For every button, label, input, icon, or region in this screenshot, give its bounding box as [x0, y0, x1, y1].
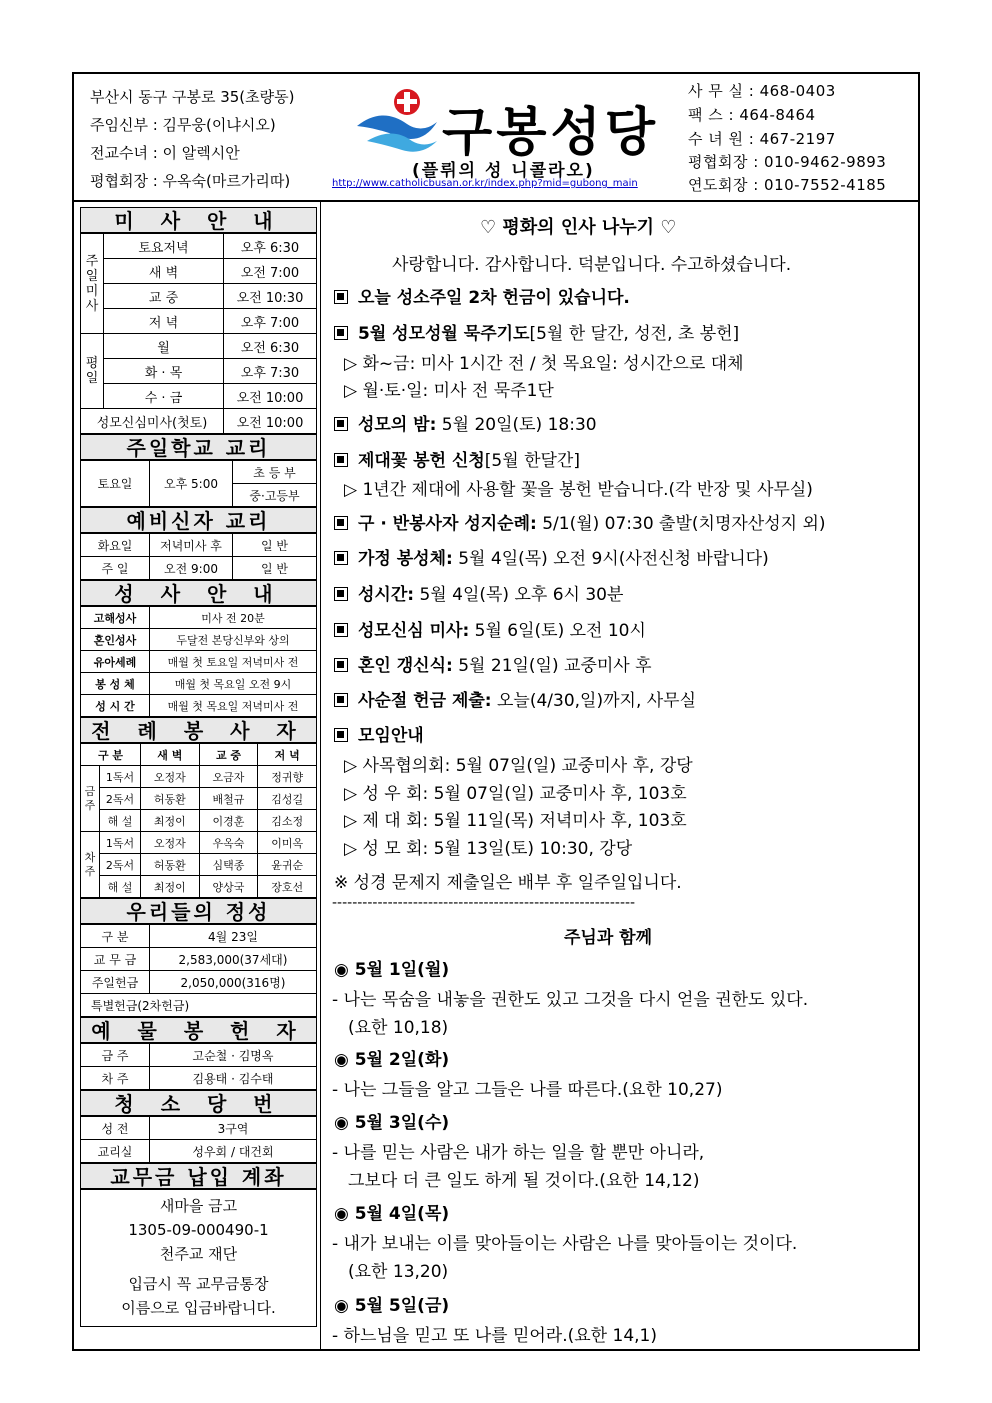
mass-time: 오전 6:30: [224, 334, 317, 359]
sacrament-desc: 매월 첫 목요일 저녁미사 전: [150, 695, 317, 717]
with-lord-title: 주님과 함께: [564, 928, 653, 948]
server-name: 허동환: [141, 854, 200, 876]
server-name: 배철규: [199, 788, 258, 810]
meeting-item: ▷ 성 모 회: 5월 13일(토) 10:30, 강당: [344, 839, 633, 859]
notice-item: 가정 봉성체: 5월 4일(목) 오전 9시(사전신청 바랍니다): [334, 544, 769, 569]
cat-day: 화요일: [81, 534, 150, 557]
mass-name: 수 · 금: [104, 384, 224, 409]
notice-item: 모임안내: [334, 721, 424, 746]
donor-week: 차 주: [81, 1067, 150, 1090]
sacrament-table: [80, 606, 317, 717]
catechumen-title: 예비신자 교리: [80, 507, 317, 533]
server-role: 해 설: [100, 876, 141, 898]
cleaning-title: 청 소 당 번: [80, 1090, 317, 1116]
patron-saint: (플뤼의 성 니콜라오): [412, 161, 595, 181]
cleaning-place: 성 전: [81, 1117, 150, 1140]
contact-office: 사 무 실 : 468-0403: [688, 82, 836, 100]
day-date: ◉ 5월 3일(수): [334, 1113, 450, 1133]
header: [72, 72, 920, 202]
sidebar: [80, 207, 317, 1327]
mass-title: 미 사 안 내: [80, 207, 317, 233]
mass-name: 새 벽: [104, 259, 224, 284]
donor-names: 고순철 · 김명옥: [150, 1044, 317, 1067]
school-time: 오후 5:00: [150, 461, 233, 507]
notice-sub: ▷ 월·토·일: 미사 전 묵주1단: [344, 381, 554, 401]
cleaning-table: [80, 1116, 317, 1163]
server-name: 오정자: [141, 832, 200, 854]
contact-fax: 팩 스 : 464-8464: [688, 106, 816, 124]
mass-name: 화 · 목: [104, 359, 224, 384]
notice-item: 오늘 성소주일 2차 헌금이 있습니다.: [334, 283, 630, 308]
meeting-item: ▷ 성 우 회: 5월 07일(일) 교중미사 후, 103호: [344, 784, 687, 804]
server-name: 김소정: [258, 810, 317, 832]
offering-name: 주일헌금: [81, 971, 150, 994]
catechumen-table: [80, 533, 317, 580]
day-verse: 그보다 더 큰 일도 하게 될 것이다.(요한 14,12): [348, 1171, 700, 1191]
square-bullet-icon: [334, 623, 348, 637]
mass-time: 오후 7:00: [224, 309, 317, 334]
meeting-item: ▷ 제 대 회: 5월 11일(목) 저녁미사 후, 103호: [344, 811, 687, 831]
heart-mass-name: 성모신심미사(첫토): [81, 409, 224, 434]
sacrament-name: 유아세례: [81, 651, 150, 673]
notice-sub: ▷ 화~금: 미사 1시간 전 / 첫 목요일: 성시간으로 대체: [344, 354, 744, 374]
church-logo-icon: [352, 86, 442, 156]
sacrament-title: 성 사 안 내: [80, 580, 317, 606]
servers-head: 구 분: [81, 744, 141, 766]
offering-title: 우리들의 정성: [80, 898, 317, 924]
sacrament-desc: 매월 첫 목요일 오전 9시: [150, 673, 317, 695]
contact-council: 평협회장 : 010-9462-9893: [688, 153, 887, 171]
donor-week: 금 주: [81, 1044, 150, 1067]
cat-time: 저녁미사 후: [150, 534, 233, 557]
bank-note: 이름으로 입금바랍니다.: [121, 1299, 276, 1317]
pastor: 주임신부 : 김무웅(이냐시오): [90, 116, 276, 134]
notice-item: 제대꽃 봉헌 신청[5월 한달간]: [334, 446, 580, 471]
school-group: 중·고등부: [233, 484, 317, 507]
meeting-item: ▷ 사목협의회: 5월 07일(일) 교중미사 후, 강당: [344, 756, 693, 776]
council-head: 평협회장 : 우옥숙(마르가리따): [90, 172, 291, 190]
square-bullet-icon: [334, 658, 348, 672]
day-verse: - 하느님을 믿고 또 나를 믿어라.(요한 14,1): [332, 1326, 657, 1346]
mass-time: 오전 10:00: [224, 384, 317, 409]
offering-name: 특별헌금(2차헌금): [81, 994, 317, 1017]
offering-value: 4월 23일: [150, 925, 317, 948]
offering-name: 구 분: [81, 925, 150, 948]
sunday-label: 주일미사: [81, 234, 104, 334]
square-bullet-icon: [334, 728, 348, 742]
square-bullet-icon: [334, 551, 348, 565]
server-name: 이미옥: [258, 832, 317, 854]
server-role: 1독서: [100, 832, 141, 854]
offering-name: 교 무 금: [81, 948, 150, 971]
bank-note: 입금시 꼭 교무금통장: [128, 1275, 269, 1293]
servers-week-label: 금주: [81, 766, 100, 832]
mass-name: 토요저녁: [104, 234, 224, 259]
website-link[interactable]: http://www.catholicbusan.or.kr/index.php?mid=gubong_main: [332, 178, 638, 189]
cleaning-who: 3구역: [150, 1117, 317, 1140]
cleaning-who: 성우회 / 대건회: [150, 1140, 317, 1163]
mass-name: 월: [104, 334, 224, 359]
church-name: 구봉성당: [442, 103, 659, 163]
mass-time: 오후 7:30: [224, 359, 317, 384]
server-role: 1독서: [100, 766, 141, 788]
sunday-school-table: [80, 460, 317, 507]
square-bullet-icon: [334, 516, 348, 530]
server-name: 오금자: [199, 766, 258, 788]
server-name: 최정이: [141, 810, 200, 832]
sacrament-desc: 매월 첫 토요일 저녁미사 전: [150, 651, 317, 673]
notice-item: 성모신심 미사: 5월 6일(토) 오전 10시: [334, 616, 646, 641]
notice-sub: ▷ 1년간 제대에 사용할 꽃을 봉헌 받습니다.(각 반장 및 사무실): [344, 480, 813, 500]
notice-item: 성모의 밤: 5월 20일(토) 18:30: [334, 410, 597, 435]
server-role: 해 설: [100, 810, 141, 832]
sacrament-name: 혼인성사: [81, 629, 150, 651]
servers-table: [80, 743, 317, 898]
server-name: 양상국: [199, 876, 258, 898]
note: ※ 성경 문제지 제출일은 배부 후 일주일입니다.: [334, 873, 682, 893]
square-bullet-icon: [334, 587, 348, 601]
mass-name: 저 녁: [104, 309, 224, 334]
notice-item: 구 · 반봉사자 성지순례: 5/1(월) 07:30 출발(치명자산성지 외): [334, 509, 826, 534]
offering-value: 2,583,000(37세대): [150, 948, 317, 971]
mass-time: 오전 7:00: [224, 259, 317, 284]
notice-item: 성시간: 5월 4일(목) 오후 6시 30분: [334, 580, 623, 605]
bank-title: 교무금 납입 계좌: [80, 1163, 317, 1189]
notice-item: 혼인 갱신식: 5월 21일(일) 교중미사 후: [334, 651, 652, 676]
dashed-divider: ------------------------------------------------------------: [332, 895, 636, 911]
mass-time: 오전 10:30: [224, 284, 317, 309]
address: 부산시 동구 구봉로 35(초량동): [90, 88, 295, 106]
greeting-title: ♡ 평화의 인사 나누기 ♡: [480, 217, 677, 238]
cleaning-place: 교리실: [81, 1140, 150, 1163]
bank-account-box: [80, 1189, 317, 1327]
servers-head: 교 중: [199, 744, 258, 766]
day-verse: - 나는 목숨을 내놓을 권한도 있고 그것을 다시 얻을 권한도 있다.: [332, 990, 809, 1010]
contact-yeondo: 연도회장 : 010-7552-4185: [688, 176, 887, 194]
mass-table: [80, 233, 317, 434]
servers-week-label: 차주: [81, 832, 100, 898]
day-date: ◉ 5월 1일(월): [334, 960, 450, 980]
server-name: 우옥숙: [199, 832, 258, 854]
offering-table: [80, 924, 317, 1017]
school-day: 토요일: [81, 461, 150, 507]
day-date: ◉ 5월 4일(목): [334, 1204, 450, 1224]
server-name: 김성길: [258, 788, 317, 810]
day-verse: (요한 13,20): [348, 1262, 449, 1282]
sister: 전교수녀 : 이 알렉시안: [90, 144, 240, 162]
mass-name: 교 중: [104, 284, 224, 309]
day-date: ◉ 5월 5일(금): [334, 1296, 450, 1316]
school-group: 초 등 부: [233, 461, 317, 484]
square-bullet-icon: [334, 290, 348, 304]
cat-day: 주 일: [81, 557, 150, 580]
greeting-text: 사랑합니다. 감사합니다. 덕분입니다. 수고하셨습니다.: [392, 255, 792, 275]
donor-table: [80, 1043, 317, 1090]
server-name: 허동환: [141, 788, 200, 810]
column-divider: [320, 202, 321, 1351]
notice-item: 사순절 헌금 제출: 오늘(4/30,일)까지, 사무실: [334, 686, 696, 711]
day-date: ◉ 5월 2일(화): [334, 1050, 450, 1070]
bank-name: 새마을 금고: [159, 1197, 238, 1215]
server-role: 2독서: [100, 788, 141, 810]
contact-convent: 수 녀 원 : 467-2197: [688, 130, 836, 148]
mass-time: 오후 6:30: [224, 234, 317, 259]
sacrament-name: 성 시 간: [81, 695, 150, 717]
square-bullet-icon: [334, 417, 348, 431]
square-bullet-icon: [334, 693, 348, 707]
server-name: 최정이: [141, 876, 200, 898]
square-bullet-icon: [334, 453, 348, 467]
day-verse: - 나는 그들을 알고 그들은 나를 따른다.(요한 10,27): [332, 1080, 723, 1100]
cat-group: 일 반: [233, 534, 317, 557]
donor-title: 예 물 봉 헌 자: [80, 1017, 317, 1043]
day-verse: - 내가 보내는 이를 맞아들이는 사람은 나를 맞아들이는 것이다.: [332, 1234, 798, 1254]
server-role: 2독서: [100, 854, 141, 876]
day-verse: - 나를 믿는 사람은 내가 하는 일을 할 뿐만 아니라,: [332, 1143, 705, 1163]
sacrament-name: 봉 성 체: [81, 673, 150, 695]
bank-holder: 천주교 재단: [159, 1245, 238, 1263]
server-name: 이경훈: [199, 810, 258, 832]
weekday-label: 평일: [81, 334, 104, 409]
cat-time: 오전 9:00: [150, 557, 233, 580]
server-name: 정귀향: [258, 766, 317, 788]
cat-group: 일 반: [233, 557, 317, 580]
servers-head: 저 녁: [258, 744, 317, 766]
offering-value: 2,050,000(316명): [150, 971, 317, 994]
server-name: 윤귀순: [258, 854, 317, 876]
bank-account-number: 1305-09-000490-1: [128, 1221, 269, 1239]
server-name: 심택종: [199, 854, 258, 876]
donor-names: 김용태 · 김수태: [150, 1067, 317, 1090]
sunday-school-title: 주일학교 교리: [80, 434, 317, 460]
server-name: 장호선: [258, 876, 317, 898]
sacrament-name: 고해성사: [81, 607, 150, 629]
day-verse: (요한 10,18): [348, 1018, 449, 1038]
sacrament-desc: 미사 전 20분: [150, 607, 317, 629]
heart-mass-time: 오전 10:00: [224, 409, 317, 434]
server-name: 오정자: [141, 766, 200, 788]
servers-head: 새 벽: [141, 744, 200, 766]
square-bullet-icon: [334, 326, 348, 340]
servers-title: 전 례 봉 사 자: [80, 717, 317, 743]
sacrament-desc: 두달전 본당신부와 상의: [150, 629, 317, 651]
notice-item: 5월 성모성월 묵주기도[5월 한 달간, 성전, 초 봉헌]: [334, 319, 739, 344]
